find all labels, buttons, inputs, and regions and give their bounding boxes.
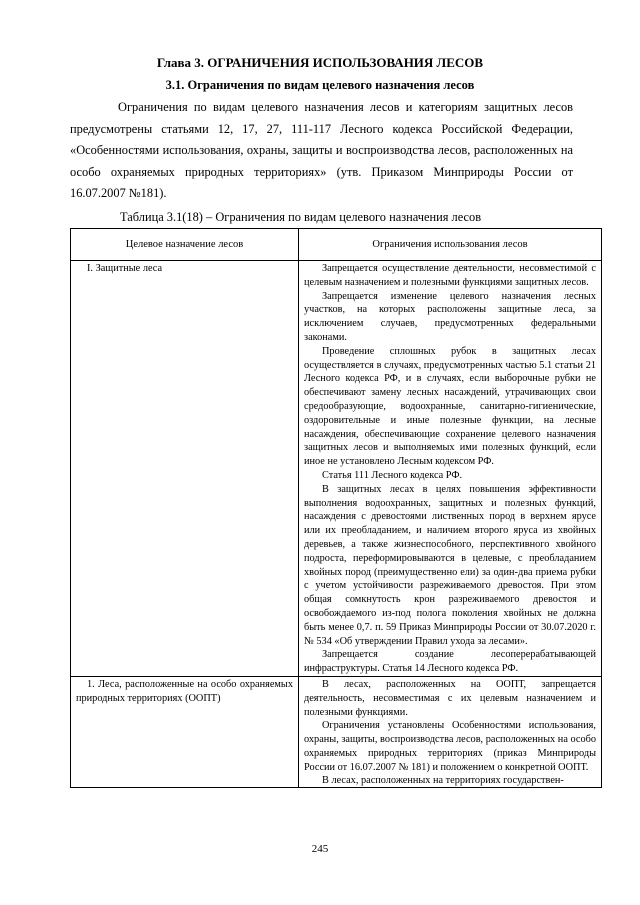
page-number: 245 xyxy=(311,843,329,855)
table-caption: Таблица 3.1(18) – Ограничения по видам целевого назначения лесов xyxy=(120,210,482,224)
category-cell xyxy=(71,261,299,677)
column-header-restrictions: Ограничения использования лесов xyxy=(299,229,602,261)
restriction-paragraph: В лесах, расположенных на ООПТ, запрещается деятельность, несовместимая с их целевым назначением и полезными функциями. xyxy=(304,678,596,718)
table-row xyxy=(71,676,602,788)
restriction-paragraph: Проведение сплошных рубок в защитных лесах осуществляется в случаях, предусмотренных частью 5.1 статьи 21 Лесного кодекса РФ, и в случаях, если выборочные рубки не обеспечивают замену лесных насаждений, утрачивающих свои средообразующие, водоохранные, санитарно-гигиенические, оздоровительные и иные полезные функции, на лесные насаждения, обеспечивающие сохранение целевого назначения защитных лесов и выполняемых ими полезных функций, если иное не установлено Лесным кодексом РФ. xyxy=(304,345,596,468)
table-row xyxy=(71,261,602,677)
restriction-paragraph: Запрещается осуществление деятельности, несовместимой с целевым назначением и полезными функциями защитных лесов. xyxy=(304,263,596,288)
category-label: 1. Леса, расположенные на особо охраняемых природных территориях (ООПТ) xyxy=(76,678,293,704)
restrictions-table xyxy=(70,228,602,788)
section-title: 3.1. Ограничения по видам целевого назначения лесов xyxy=(165,78,475,92)
restrictions-cell xyxy=(299,261,602,677)
category-label: I. Защитные леса xyxy=(87,263,163,274)
restriction-paragraph: Ограничения установлены Особенностями использования, охраны, защиты, воспроизводства лесов, расположенных на особо охраняемых природных территориях (приказ Минприроды России от 16.07.2007 № 181) и положением о конкретной ООПТ. xyxy=(304,720,596,773)
column-header-purpose: Целевое назначение лесов xyxy=(71,229,299,261)
restriction-paragraph: В лесах, расположенных на территориях государствен- xyxy=(322,775,564,787)
restriction-paragraph: В защитных лесах в целях повышения эффективности выполнения водоохранных, защитных и полезных функций, насаждения с древостоями лиственных пород в верхнем ярусе или их преобладанием, и наличием второго яруса из хвойных деревьев, а также жизнеспособного, перспективного хвойного подроста, переформировываются в целевые, с преобладанием хвойных пород (преимущественно ели) за один-два приема рубки с учетом устойчивости разреживаемого древостоя. При этом общая сомкнутость крон разреживаемого древостоя и освобождаемого из-под полога поколения хвойных не должна быть менее 0,7. п. 59 Приказ Минприроды России от 30.07.2020 г. № 534 «Об утверждении Правил ухода за лесами». xyxy=(304,483,596,647)
category-cell xyxy=(71,676,299,788)
chapter-title: Глава 3. ОГРАНИЧЕНИЯ ИСПОЛЬЗОВАНИЯ ЛЕСОВ xyxy=(156,55,484,70)
restriction-paragraph: Статья 111 Лесного кодекса РФ. xyxy=(322,469,463,481)
restrictions-cell xyxy=(299,676,602,788)
restriction-paragraph: Запрещается изменение целевого назначения лесных участков, на которых расположены защитные леса, за исключением случаев, предусмотренных федеральными законами. xyxy=(304,290,596,343)
intro-paragraph: Ограничения по видам целевого назначения лесов и категориям защитных лесов предусмотрены статьями 12, 17, 27, 111-117 Лесного кодекса Российской Федерации, «Особенностями использования, охраны, защиты и воспроизводства лесов, расположенных на особо охраняемых природных территориях» (утв. Приказом Минприроды России от 16.07.2007 №181). xyxy=(70,100,573,200)
restriction-paragraph: Запрещается создание лесоперерабатывающей инфраструктуры. Статья 14 Лесного кодекса РФ. xyxy=(304,649,596,675)
table-header-row xyxy=(71,229,602,261)
